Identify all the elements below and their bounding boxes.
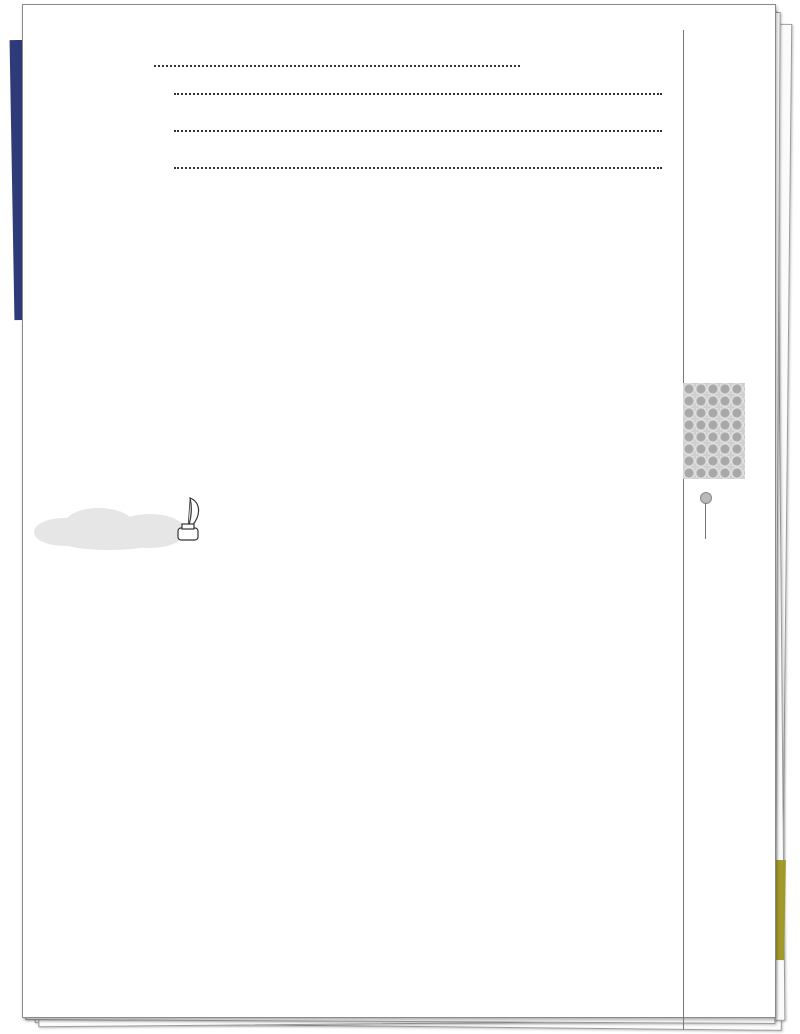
toc-entry[interactable] xyxy=(164,115,666,137)
toc-entry[interactable] xyxy=(164,152,666,174)
margin-dot-line xyxy=(705,503,706,539)
leader-dots xyxy=(154,64,520,67)
margin-dot-ornament xyxy=(700,492,712,504)
margin-rule xyxy=(683,30,684,1030)
toc-entry[interactable] xyxy=(164,78,666,100)
leader-dots xyxy=(174,166,662,169)
cloud-pattern-ornament xyxy=(683,383,745,479)
leader-dots xyxy=(174,129,662,132)
cloud-banner xyxy=(34,508,190,550)
toc-entry[interactable] xyxy=(144,50,524,72)
quill-inkpot-icon xyxy=(170,496,206,544)
leader-dots xyxy=(174,92,662,95)
